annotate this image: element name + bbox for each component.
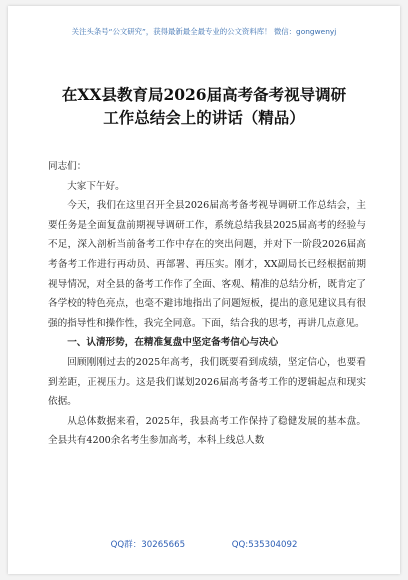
header-banner: 关注头条号“公文研究”，获得最新最全最专业的公文资料库！ 微信：gongwenyj	[71, 27, 337, 36]
section-heading-1: 一、认清形势，在精准复盘中坚定备考信心与决心	[67, 337, 279, 349]
salutation: 同志们：	[48, 161, 87, 172]
paragraph-intro: 今天，我们在这里召开全县2026届高考备考视导调研工作总结会，主要任务是全面复盘前期视导调研工作，系统总结我县2025届高考的经验与不足，深入剖析当前备考工作中存在的突出问题，并对下一阶段2026届高考备考工作进行再动员、再部署、再压实。刚才，XX副局长已经根据前期视导情况，对全县的备考工作作了全面、客观、精准的总结分析，既肯定了各学校的特色亮点，也毫不避讳地指出了问题短板，提出的意见建议具有很强的指导性和操作性，我完全同意。下面，结合我的思考，再讲几点意见。	[48, 200, 366, 329]
paragraph-data: 从总体数据来看，2025年，我县高考工作保持了稳健发展的基本盘。全县共有4200余名考生参加高考，本科上线总人数	[48, 415, 366, 447]
footer-contact	[8, 538, 400, 550]
qq-group-text: QQ群：30265665	[110, 540, 186, 550]
paragraph-review: 回顾刚刚过去的2025年高考，我们既要看到成绩，坚定信心，也要看到差距，正视压力。这是我们谋划2026届高考备考工作的逻辑起点和现实依据。	[48, 356, 366, 408]
document-page	[8, 6, 400, 574]
qq-text: QQ:535304092	[231, 540, 298, 550]
document-body	[48, 157, 366, 451]
title-line-2: 工作总结会上的讲话（精品）	[103, 108, 305, 127]
document-title	[8, 83, 400, 129]
paragraph-greeting: 大家下午好。	[67, 180, 125, 192]
title-line-1: 在XX县教育局2026届高考备考视导调研	[61, 85, 347, 104]
